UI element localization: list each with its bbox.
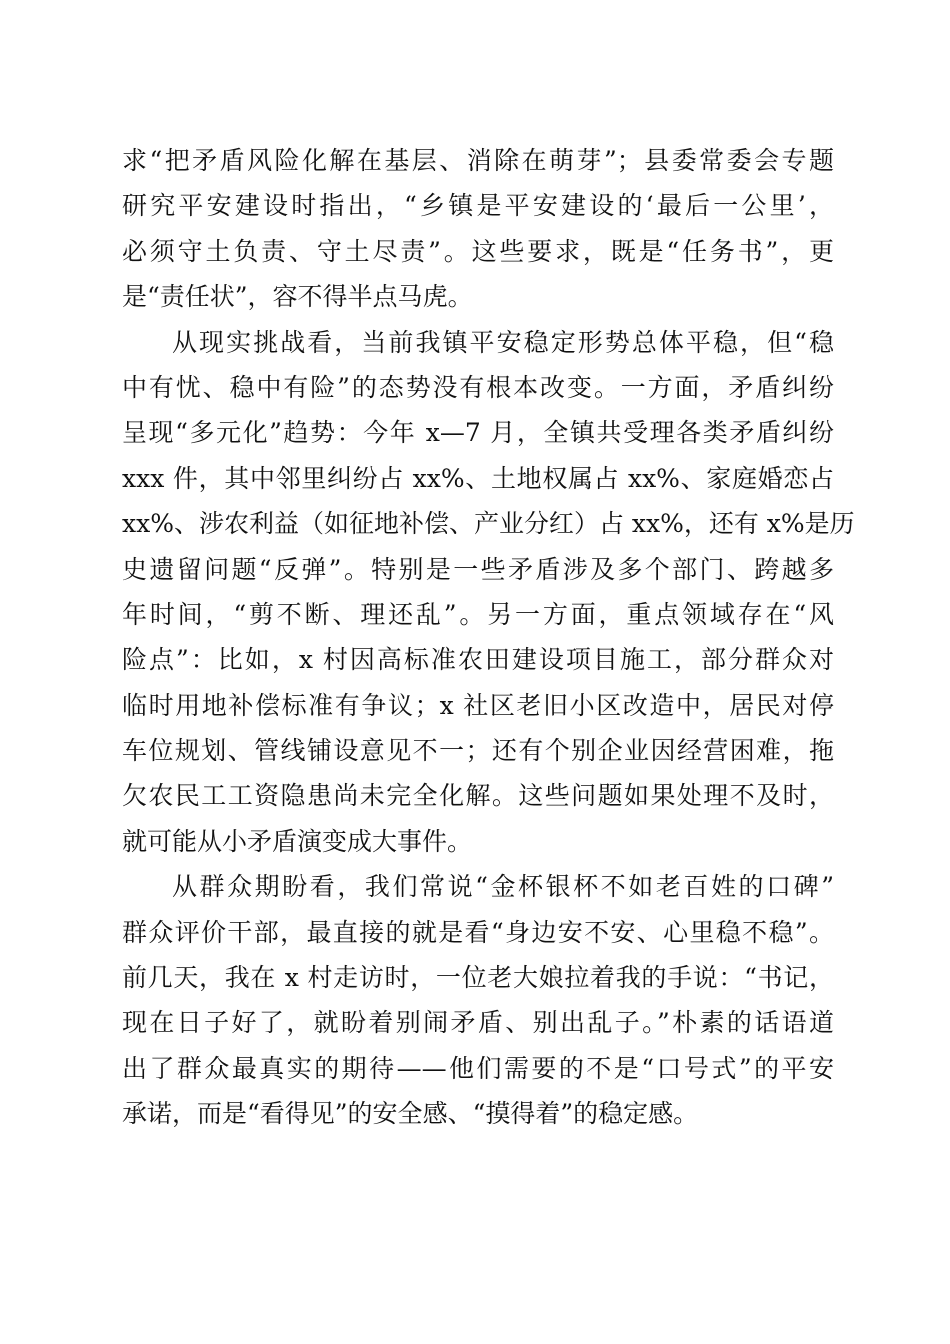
text-line: 从现实挑战看，当前我镇平安稳定形势总体平稳，但“稳 xyxy=(172,327,834,357)
text-line: 必须守土负责、守土尽责”。这些要求，既是“任务书”，更 xyxy=(122,236,834,266)
paragraph-3 xyxy=(122,864,834,1136)
text-line: 险点”：比如，x 村因高标准农田建设项目施工，部分群众对 xyxy=(122,645,834,675)
text-line: 承诺，而是“看得见”的安全感、“摸得着”的稳定感。 xyxy=(122,1099,699,1129)
text-line: 中有忧、稳中有险”的态势没有根本改变。一方面，矛盾纠纷 xyxy=(122,372,834,402)
paragraph-2 xyxy=(122,320,855,865)
text-line: 现在日子好了，就盼着别闹矛盾、别出乱子。”朴素的话语道 xyxy=(122,1008,834,1038)
text-line: 出了群众最真实的期待——他们需要的不是“口号式”的平安 xyxy=(122,1053,834,1083)
paragraph-1 xyxy=(122,138,834,320)
text-line: 求“把矛盾风险化解在基层、消除在萌芽”；县委常委会专题 xyxy=(122,146,834,175)
text-line: 呈现“多元化”趋势：今年 x—7 月，全镇共受理各类矛盾纠纷 xyxy=(122,418,834,448)
text-line: 临时用地补偿标准有争议；x 社区老旧小区改造中，居民对停 xyxy=(122,690,834,720)
text-line: xxx 件，其中邻里纠纷占 xx%、土地权属占 xx%、家庭婚恋占 xyxy=(122,463,834,493)
text-line: 史遗留问题“反弹”。特别是一些矛盾涉及多个部门、跨越多 xyxy=(122,554,834,584)
text-line: 从群众期盼看，我们常说“金杯银杯不如老百姓的口碑” xyxy=(172,872,834,902)
text-line: 车位规划、管线铺设意见不一；还有个别企业因经营困难，拖 xyxy=(122,736,834,766)
text-line: xx%、涉农利益（如征地补偿、产业分红）占 xx%，还有 x%是历 xyxy=(122,509,855,539)
text-line: 就可能从小矛盾演变成大事件。 xyxy=(122,826,473,856)
text-line: 群众评价干部，最直接的就是看“身边安不安、心里稳不稳”。 xyxy=(122,917,834,947)
text-line: 年时间，“剪不断、理还乱”。另一方面，重点领域存在“风 xyxy=(122,599,834,629)
text-line: 欠农民工工资隐患尚未完全化解。这些问题如果处理不及时， xyxy=(122,781,834,811)
text-line: 是“责任状”，容不得半点马虎。 xyxy=(122,282,473,312)
text-line: 前几天，我在 x 村走访时，一位老大娘拉着我的手说：“书记， xyxy=(122,963,834,993)
text-line: 研究平安建设时指出，“乡镇是平安建设的‘最后一公里’， xyxy=(122,191,834,221)
document-body xyxy=(122,138,855,1137)
